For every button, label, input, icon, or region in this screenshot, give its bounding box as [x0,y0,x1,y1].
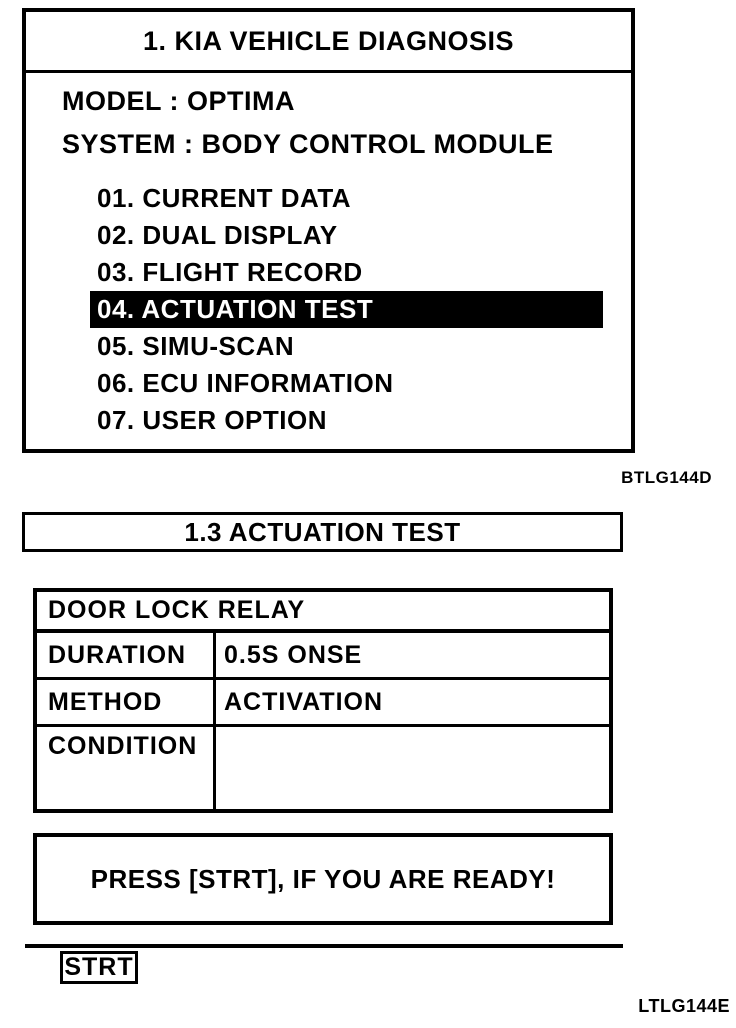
softkey-divider-line [25,944,623,948]
menu-item-dual-display[interactable]: 02. DUAL DISPLAY [97,220,338,250]
actuation-test-table [33,588,613,813]
condition-value [216,727,609,809]
diagnosis-menu [26,180,631,439]
menu-item-user-option[interactable]: 07. USER OPTION [97,405,327,435]
menu-item-ecu-information[interactable]: 06. ECU INFORMATION [97,368,394,398]
menu-item-simu-scan[interactable]: 05. SIMU-SCAN [97,331,295,361]
model-line: MODEL : OPTIMA [62,86,295,116]
duration-value: 0.5S ONSE [224,640,363,669]
method-value: ACTIVATION [224,687,384,716]
table-row-condition [37,727,609,809]
system-line: SYSTEM : BODY CONTROL MODULE [62,129,554,159]
menu-item-current-data[interactable]: 01. CURRENT DATA [97,183,352,213]
table-row-method [37,680,609,727]
table-row-duration [37,633,609,680]
diagnosis-screen [22,8,635,453]
duration-label: DURATION [37,633,216,677]
figure-code-ltlg144e: LTLG144E [638,996,730,1016]
menu-item-flight-record[interactable]: 03. FLIGHT RECORD [97,257,363,287]
method-label: METHOD [37,680,216,724]
condition-label: CONDITION [37,727,216,809]
ready-prompt: PRESS [STRT], IF YOU ARE READY! [33,833,613,925]
strt-button[interactable]: STRT [60,951,138,984]
figure-code-btlg144d: BTLG144D [621,468,712,487]
diagnosis-screen-body [26,73,631,449]
menu-item-actuation-test-selected[interactable]: 04. ACTUATION TEST [90,291,603,328]
actuation-test-title: 1.3 ACTUATION TEST [22,512,623,552]
diagnosis-screen-title: 1. KIA VEHICLE DIAGNOSIS [26,12,631,73]
test-name-cell: DOOR LOCK RELAY [37,592,609,633]
